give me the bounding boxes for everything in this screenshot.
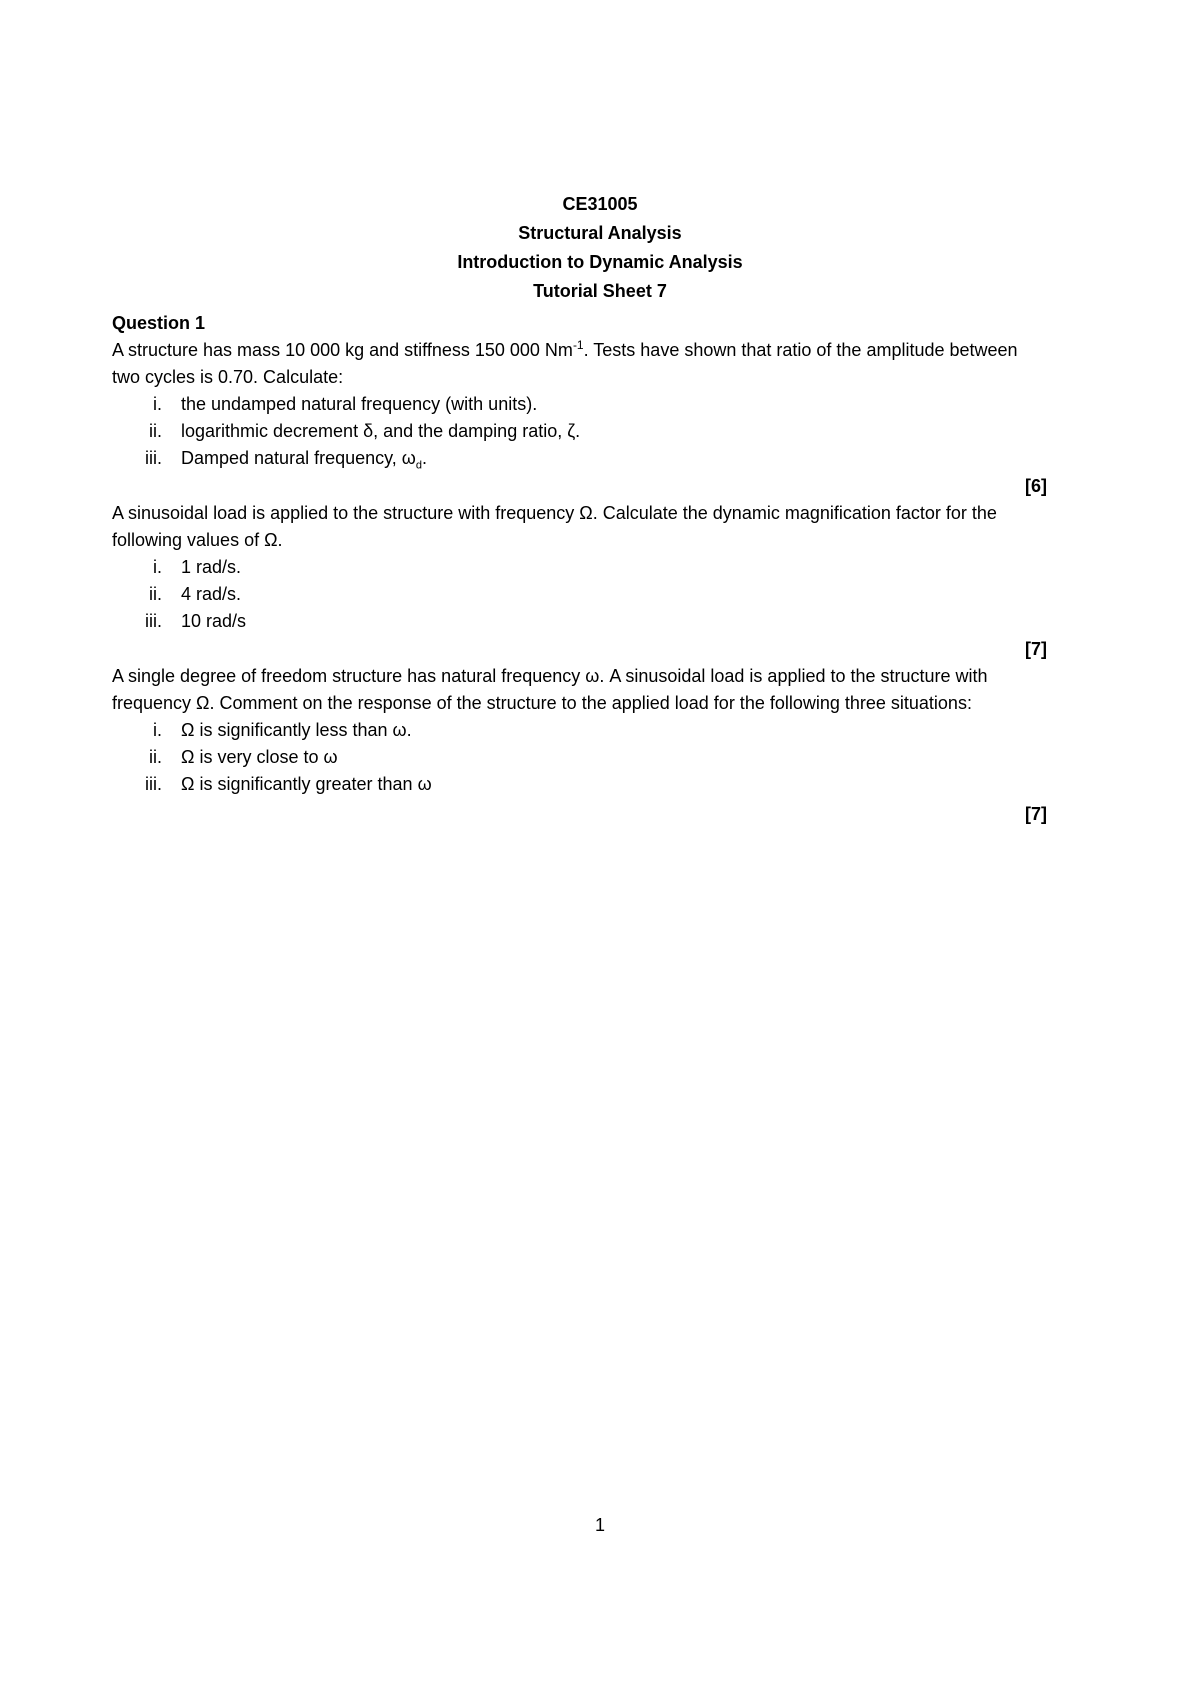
list-text: 10 rad/s xyxy=(181,611,247,631)
part2-marks: [7] xyxy=(1025,639,1047,659)
part3-marks: [7] xyxy=(1025,804,1047,824)
list-text-sub: d xyxy=(415,459,422,472)
list-text: Ω is significantly greater than ω xyxy=(181,774,432,794)
list-item xyxy=(112,608,1047,635)
list-text: logarithmic decrement δ, and the damping ratio, ζ. xyxy=(181,421,581,441)
part1-list xyxy=(112,391,1047,472)
list-number: i. xyxy=(153,394,162,414)
part1-intro-sup: -1 xyxy=(572,338,584,352)
list-number: iii. xyxy=(145,448,162,468)
part3-intro: A single degree of freedom structure has natural frequency ω. A sinusoidal load is applied to the structure with frequency Ω. Comment on the response of the structure to the applied load for the following three situations: xyxy=(112,666,988,713)
list-item xyxy=(112,445,1047,472)
list-text: Ω is significantly less than ω. xyxy=(181,720,412,740)
list-item xyxy=(112,554,1047,581)
list-text-a: Damped natural frequency, ω xyxy=(181,448,416,468)
page-number: 1 xyxy=(594,1515,605,1535)
title-block xyxy=(0,190,1200,306)
list-number: iii. xyxy=(145,611,162,631)
list-text: the undamped natural frequency (with units). xyxy=(181,394,538,414)
part1-marks: [6] xyxy=(1025,476,1047,496)
list-number: ii. xyxy=(149,584,162,604)
list-item xyxy=(112,418,1047,445)
question-heading: Question 1 xyxy=(112,313,206,333)
list-item xyxy=(112,581,1047,608)
part3-list xyxy=(112,717,1047,798)
list-number: ii. xyxy=(149,421,162,441)
list-item xyxy=(112,771,1047,798)
list-number: iii. xyxy=(145,774,162,794)
part1-intro-a: A structure has mass 10 000 kg and stiffness 150 000 Nm xyxy=(112,340,573,360)
part2-intro: A sinusoidal load is applied to the structure with frequency Ω. Calculate the dynamic magnification factor for the following values of Ω. xyxy=(112,503,997,550)
list-text: 1 rad/s. xyxy=(181,557,242,577)
part2-list xyxy=(112,554,1047,635)
list-text xyxy=(181,445,427,472)
part1-intro xyxy=(112,337,1047,391)
list-item xyxy=(112,744,1047,771)
course-code: CE31005 xyxy=(562,194,638,214)
sheet-title: Tutorial Sheet 7 xyxy=(533,281,667,301)
subject-title: Structural Analysis xyxy=(518,223,682,243)
list-text: 4 rad/s. xyxy=(181,584,242,604)
list-number: ii. xyxy=(149,747,162,767)
list-item xyxy=(112,391,1047,418)
list-text: Ω is very close to ω xyxy=(181,747,338,767)
part1-intro-b: . Tests have shown that ratio of the amplitude between two cycles is 0.70. Calculate: xyxy=(112,340,1018,387)
list-number: i. xyxy=(153,557,162,577)
list-number: i. xyxy=(153,720,162,740)
list-text-b: . xyxy=(421,448,427,468)
topic-title: Introduction to Dynamic Analysis xyxy=(457,252,743,272)
list-item xyxy=(112,717,1047,744)
question-1 xyxy=(112,309,1047,828)
